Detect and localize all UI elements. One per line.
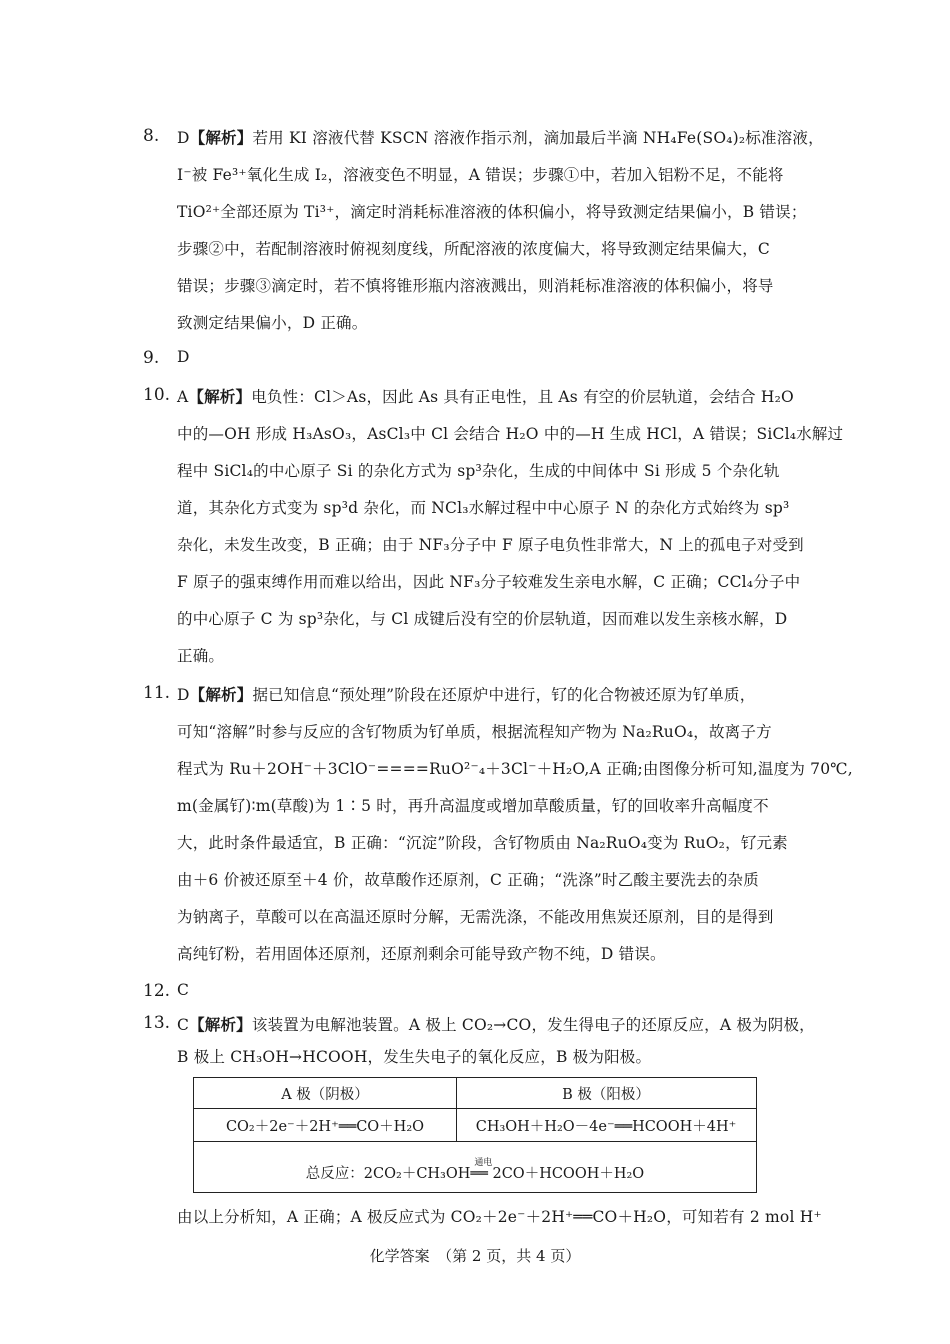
text-line: F 原子的强束缚作用而难以给出，因此 NF₃分子较难发生亲电水解，C 正确；CCl₄分子中 bbox=[177, 573, 801, 591]
table-header-cathode: A 极（阴极） bbox=[281, 1087, 369, 1103]
answer-letter: A bbox=[177, 388, 189, 406]
answer-letter: D bbox=[177, 129, 190, 147]
question-number: 10. bbox=[143, 385, 171, 405]
text-line: 若用 KI 溶液代替 KSCN 溶液作指示剂，滴加最后半滴 NH₄Fe(SO₄)₂标准溶液， bbox=[252, 129, 824, 147]
text-line: 电负性：Cl＞As，因此 As 具有正电性，且 As 有空的价层轨道，会结合 H₂O bbox=[251, 388, 794, 406]
text-line: 致测定结果偏小，D 正确。 bbox=[177, 314, 368, 332]
total-reaction: 总反应：2CO₂＋CH₃OH 通电 ══ 2CO＋HCOOH＋H₂O bbox=[194, 1162, 756, 1183]
text-line: 据已知信息“预处理”阶段在还原炉中进行，钌的化合物被还原为钌单质， bbox=[252, 686, 756, 704]
text-line: 由＋6 价被还原至＋4 价，故草酸作还原剂，C 正确；“洗涤”时乙酸主要洗去的杂质 bbox=[177, 871, 759, 889]
text-line: m(金属钌)∶m(草酸)为 1∶5 时，再升高温度或增加草酸质量，钌的回收率升高幅度不 bbox=[177, 797, 769, 815]
text-line: 为钠离子，草酸可以在高温还原时分解，无需洗涤，不能改用焦炭还原剂，目的是得到 bbox=[177, 908, 774, 926]
analysis-tag: 【解析】 bbox=[188, 387, 252, 406]
question-number: 13. bbox=[143, 1013, 171, 1033]
text-line: 杂化，未发生改变，B 正确；由于 NF₃分子中 F 原子电负性非常大，N 上的孤电子对受到 bbox=[177, 536, 804, 554]
text-line: 的中心原子 C 为 sp³杂化，与 Cl 成键后没有空的价层轨道，因而难以发生亲核水解，D bbox=[177, 610, 788, 628]
answer-letter: C bbox=[177, 1016, 190, 1034]
condition-label: 通电 bbox=[474, 1158, 493, 1168]
cathode-reaction: CO₂＋2e⁻＋2H⁺══CO＋H₂O bbox=[225, 1119, 425, 1135]
anode-reaction: CH₃OH＋H₂O－4e⁻══HCOOH＋4H⁺ bbox=[475, 1119, 737, 1135]
text-line: 道，其杂化方式变为 sp³d 杂化，而 NCl₃水解过程中中心原子 N 的杂化方式始终为 sp³ bbox=[177, 499, 790, 517]
table-header-anode: B 极（阳极） bbox=[562, 1087, 650, 1103]
answer-letter: D bbox=[177, 348, 190, 366]
text-line: 大，此时条件最适宜，B 正确：“沉淀”阶段，含钌物质由 Na₂RuO₄变为 RuO₂，钌元素 bbox=[177, 834, 788, 852]
electrode-reaction-table bbox=[193, 1077, 757, 1193]
text-line: 可知“溶解”时参与反应的含钌物质为钌单质，根据流程知产物为 Na₂RuO₄，故离子方 bbox=[177, 723, 772, 741]
text-line: 正确。 bbox=[177, 647, 225, 665]
page-footer: 化学答案 （第 2 页，共 4 页） bbox=[369, 1247, 581, 1265]
text-line: 程式为 Ru＋2OH⁻＋3ClO⁻====RuO²⁻₄＋3Cl⁻＋H₂O,A 正确;由图像分析可知,温度为 70℃, bbox=[177, 760, 853, 778]
text-line: 由以上分析知，A 正确；A 极反应式为 CO₂＋2e⁻＋2H⁺══CO＋H₂O，可知若有 2 mol H⁺ bbox=[177, 1208, 822, 1226]
answer-letter: C bbox=[177, 981, 190, 999]
text-line: 高纯钌粉，若用固体还原剂，还原剂剩余可能导致产物不纯，D 错误。 bbox=[177, 945, 666, 963]
text-line: 程中 SiCl₄的中心原子 Si 的杂化方式为 sp³杂化，生成的中间体中 Si 形成 5 个杂化轨 bbox=[177, 462, 780, 480]
question-number: 9. bbox=[143, 348, 160, 368]
analysis-tag: 【解析】 bbox=[189, 685, 253, 704]
text-line: 该装置为电解池装置。A 极上 CO₂→CO，发生得电子的还原反应，A 极为阴极， bbox=[251, 1016, 815, 1034]
question-number: 12. bbox=[143, 981, 171, 1001]
question-number: 11. bbox=[143, 683, 171, 703]
text-line: I⁻被 Fe³⁺氧化生成 I₂，溶液变色不明显，A 错误；步骤①中，若加入铝粉不足，不能将 bbox=[177, 166, 784, 184]
question-number: 8. bbox=[143, 126, 160, 146]
text-line: B 极上 CH₃OH→HCOOH，发生失电子的氧化反应，B 极为阳极。 bbox=[177, 1048, 652, 1066]
text-line: 中的—OH 形成 H₃AsO₃，AsCl₃中 Cl 会结合 H₂O 中的—H 生成 HCl，A 错误；SiCl₄水解过 bbox=[177, 425, 844, 443]
analysis-tag: 【解析】 bbox=[189, 128, 253, 147]
analysis-tag: 【解析】 bbox=[189, 1015, 252, 1034]
text-line: 错误；步骤③滴定时，若不慎将锥形瓶内溶液溅出，则消耗标准溶液的体积偏小，将导 bbox=[177, 277, 774, 295]
answer-letter: D bbox=[177, 686, 190, 704]
text-line: 步骤②中，若配制溶液时俯视刻度线，所配溶液的浓度偏大，将导致测定结果偏大，C bbox=[177, 240, 770, 258]
text-line: TiO²⁺全部还原为 Ti³⁺，滴定时消耗标准溶液的体积偏小，将导致测定结果偏小，B 错误； bbox=[177, 203, 807, 221]
